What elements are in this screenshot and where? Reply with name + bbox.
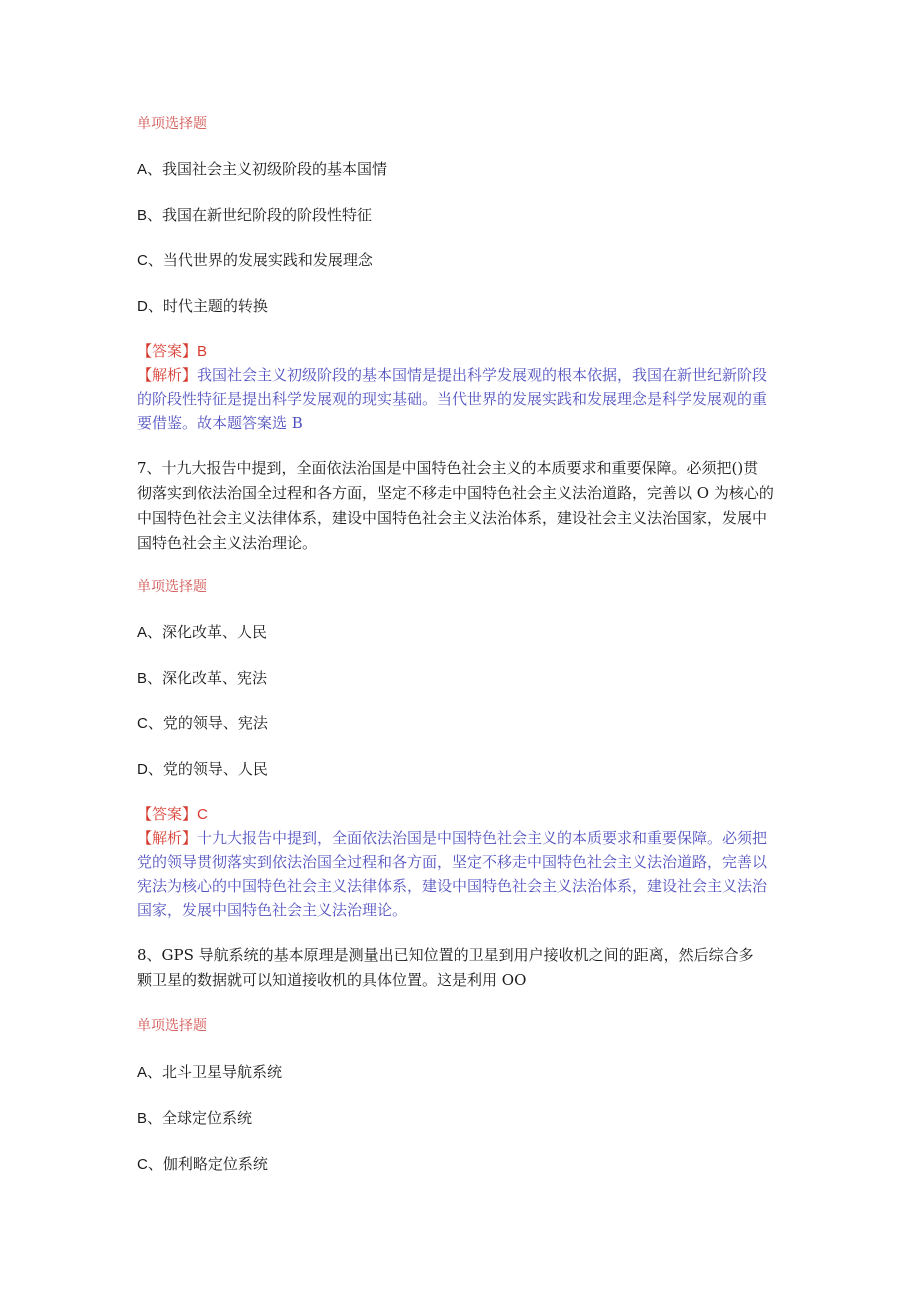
option-separator: 、 — [147, 297, 163, 315]
analysis-line-3: 要借鉴。故本题答案选 B — [137, 414, 303, 432]
answer-label: 【答案】 — [137, 805, 198, 823]
option-separator: 、 — [147, 251, 163, 269]
option-letter: A — [137, 1064, 148, 1081]
option-text: 我国在新世纪阶段的阶段性特征 — [162, 206, 373, 224]
option-b — [137, 1106, 252, 1131]
answer-line — [137, 802, 208, 827]
analysis-line-2: 的阶段性特征是提出科学发展观的现实基础。当代世界的发展实践和发展理念是科学发展观的重 — [137, 390, 768, 408]
option-a — [137, 1060, 282, 1085]
option-letter: C — [137, 252, 148, 269]
option-c — [137, 248, 373, 273]
option-letter: C — [137, 715, 148, 732]
analysis-line-4: 国家，发展中国特色社会主义法治理论。 — [137, 901, 408, 919]
analysis-text: 十九大报告中提到，全面依法治国是中国特色社会主义的本质要求和重要保障。必须把 — [197, 829, 768, 847]
option-letter: C — [137, 1156, 148, 1173]
option-text: 当代世界的发展实践和发展理念 — [162, 251, 373, 269]
option-text: 党的领导、宪法 — [162, 714, 268, 732]
question-7-line-3: 中国特色社会主义法律体系，建设中国特色社会主义法治体系，建设社会主义法治国家，发展中 — [137, 509, 768, 527]
option-separator: 、 — [147, 1155, 163, 1173]
option-text: 深化改革、宪法 — [162, 669, 268, 687]
question-8-line-2: 颗卫星的数据就可以知道接收机的具体位置。这是利用 OO — [137, 971, 527, 989]
option-d — [137, 294, 268, 319]
question-7-line-4: 国特色社会主义法治理论。 — [137, 534, 318, 552]
option-b — [137, 203, 372, 228]
option-b — [137, 666, 267, 691]
option-separator: 、 — [147, 206, 163, 224]
option-letter: D — [137, 761, 148, 778]
option-letter: A — [137, 161, 148, 178]
analysis-text: 我国社会主义初级阶段的基本国情是提出科学发展观的根本依据，我国在新世纪新阶段 — [197, 366, 768, 384]
question-7-line-2: 彻落实到依法治国全过程和各方面，坚定不移走中国特色社会主义法治道路，完善以 O 为核心的 — [137, 484, 774, 502]
option-separator: 、 — [147, 1109, 163, 1127]
question-type-label: 单项选择题 — [137, 579, 207, 595]
option-a — [137, 620, 267, 645]
option-separator: 、 — [147, 714, 163, 732]
option-text: 伽利略定位系统 — [162, 1155, 268, 1173]
option-text: 时代主题的转换 — [162, 297, 268, 315]
option-separator: 、 — [147, 760, 163, 778]
option-separator: 、 — [147, 623, 163, 641]
option-c — [137, 711, 268, 736]
analysis-label: 【解析】 — [137, 829, 198, 847]
option-a — [137, 157, 387, 182]
question-type-label: 单项选择题 — [137, 116, 207, 132]
option-letter: A — [137, 624, 148, 641]
analysis-line-1 — [137, 363, 767, 387]
option-letter: B — [137, 670, 148, 687]
option-text: 全球定位系统 — [162, 1109, 253, 1127]
option-separator: 、 — [147, 669, 163, 687]
option-separator: 、 — [147, 160, 163, 178]
option-c — [137, 1152, 268, 1177]
answer-value: B — [197, 343, 208, 360]
answer-value: C — [197, 806, 208, 823]
analysis-label: 【解析】 — [137, 366, 198, 384]
analysis-line-1 — [137, 826, 767, 850]
option-separator: 、 — [147, 1063, 163, 1081]
option-text: 北斗卫星导航系统 — [162, 1063, 283, 1081]
option-text: 党的领导、人民 — [162, 760, 268, 778]
option-letter: D — [137, 298, 148, 315]
answer-line — [137, 339, 207, 364]
option-text: 深化改革、人民 — [162, 623, 268, 641]
option-letter: B — [137, 1110, 148, 1127]
question-8-line-1: 8、GPS 导航系统的基本原理是测量出已知位置的卫星到用户接收机之间的距离，然后综合多 — [137, 946, 754, 964]
question-type-label: 单项选择题 — [137, 1018, 207, 1034]
question-7-line-1: 7、十九大报告中提到，全面依法治国是中国特色社会主义的本质要求和重要保障。必须把()贯 — [137, 459, 759, 477]
option-d — [137, 757, 268, 782]
analysis-line-3: 宪法为核心的中国特色社会主义法律体系，建设中国特色社会主义法治体系，建设社会主义法治 — [137, 877, 768, 895]
option-letter: B — [137, 207, 148, 224]
answer-label: 【答案】 — [137, 342, 198, 360]
analysis-line-2: 党的领导贯彻落实到依法治国全过程和各方面，坚定不移走中国特色社会主义法治道路，完善以 — [137, 853, 768, 871]
option-text: 我国社会主义初级阶段的基本国情 — [162, 160, 388, 178]
